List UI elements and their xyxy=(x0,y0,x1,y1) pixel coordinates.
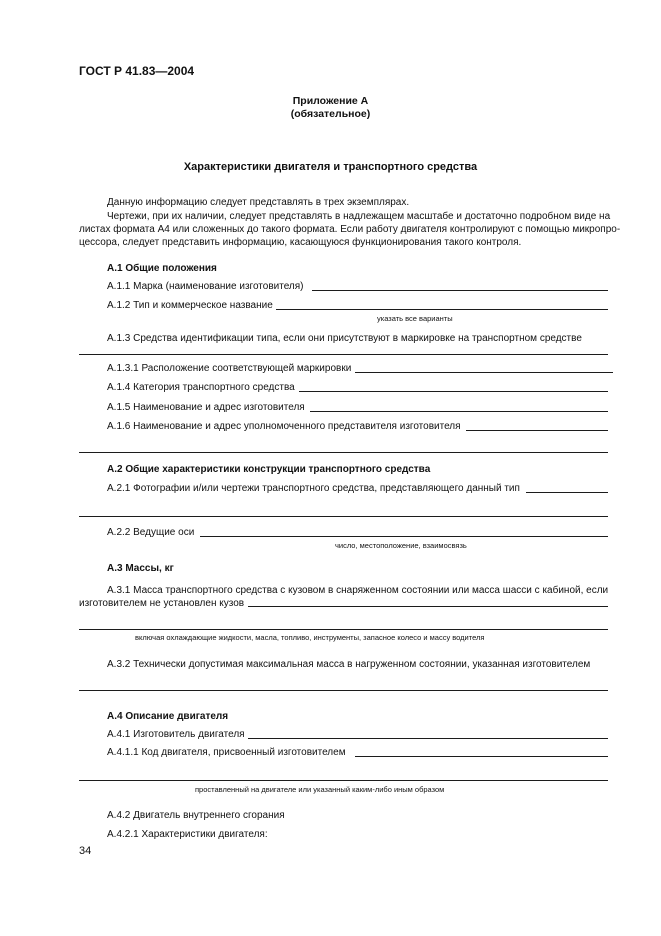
field-a22-note: число, местоположение, взаимосвязь xyxy=(335,541,467,550)
field-a21-label: А.2.1 Фотографии и/или чертежи транспортного средства, представляющего данный тип xyxy=(107,483,520,494)
field-a113-label: А.1.3 Средства идентификации типа, если они присутствуют в маркировке на транспортном средстве xyxy=(107,333,582,344)
field-a32-line[interactable] xyxy=(79,690,608,691)
field-a21-line[interactable] xyxy=(526,492,608,493)
intro-paragraph-1: Данную информацию следует представлять в трех экземплярах. xyxy=(107,197,410,208)
field-a22-label: А.2.2 Ведущие оси xyxy=(107,527,195,538)
field-a113-line[interactable] xyxy=(79,354,608,355)
field-a31-line[interactable] xyxy=(248,606,608,607)
section-a1-heading: А.1 Общие положения xyxy=(107,263,217,274)
field-a31-line-2[interactable] xyxy=(79,629,608,630)
field-a116-line[interactable] xyxy=(466,430,608,431)
main-title: Характеристики двигателя и транспортного средства xyxy=(183,161,478,173)
field-a112-label: А.1.2 Тип и коммерческое название xyxy=(107,300,273,311)
appendix-subtitle: (обязательное) xyxy=(290,108,371,120)
field-a116-line-2[interactable] xyxy=(79,452,608,453)
section-a2-heading: А.2 Общие характеристики конструкции транспортного средства xyxy=(107,464,431,475)
field-a41-label: А.4.1 Изготовитель двигателя xyxy=(107,729,245,740)
field-a411-label: А.4.1.1 Код двигателя, присвоенный изготовителем xyxy=(107,747,346,758)
field-a411-note: проставленный на двигателе или указанный каким-либо иным образом xyxy=(195,785,445,794)
field-a112-line[interactable] xyxy=(276,309,608,310)
field-a1131-label: А.1.3.1 Расположение соответствующей маркировки xyxy=(107,363,352,374)
field-a31-note: включая охлаждающие жидкости, масла, топливо, инструменты, запасное колесо и массу водителя xyxy=(135,633,485,642)
section-a3-heading: А.3 Массы, кг xyxy=(107,563,174,574)
field-a32-label: А.3.2 Технически допустимая максимальная масса в нагруженном состоянии, указанная изготовителем xyxy=(107,659,591,670)
field-a116-label: А.1.6 Наименование и адрес уполномоченного представителя изготовителя xyxy=(107,421,461,432)
field-a115-line[interactable] xyxy=(310,411,608,412)
field-a114-line[interactable] xyxy=(299,391,608,392)
field-a112-note: указать все варианты xyxy=(377,314,453,323)
document-code: ГОСТ Р 41.83—2004 xyxy=(79,64,195,78)
section-a4-heading: А.4 Описание двигателя xyxy=(107,711,229,722)
intro-paragraph-2-line-2: листах формата А4 или сложенных до такого формата. Если работу двигателя контролируют с помощью микропро- xyxy=(79,224,621,235)
field-a42-label: А.4.2 Двигатель внутреннего сгорания xyxy=(107,810,285,821)
field-a111-line[interactable] xyxy=(312,290,608,291)
field-a411-line-2[interactable] xyxy=(79,780,608,781)
intro-paragraph-2-line-3: цессора, следует представить информацию, касающуюся функционирования такого контроля. xyxy=(79,237,522,248)
field-a421-label: А.4.2.1 Характеристики двигателя: xyxy=(107,829,268,840)
field-a22-line[interactable] xyxy=(200,536,608,537)
field-a1131-line[interactable] xyxy=(355,372,613,373)
field-a115-label: А.1.5 Наименование и адрес изготовителя xyxy=(107,402,305,413)
field-a114-label: А.1.4 Категория транспортного средства xyxy=(107,382,295,393)
field-a21-line-2[interactable] xyxy=(79,516,608,517)
intro-paragraph-2-line-1: Чертежи, при их наличии, следует представлять в надлежащем масштабе и достаточно подробном виде на xyxy=(107,211,611,222)
field-a31-label-line-1: А.3.1 Масса транспортного средства с кузовом в снаряженном состоянии или масса шасси с кабиной, если xyxy=(107,585,609,596)
appendix-title: Приложение А xyxy=(292,95,369,107)
field-a411-line[interactable] xyxy=(355,756,608,757)
page-number: 34 xyxy=(79,845,92,857)
field-a31-label-line-2: изготовителем не установлен кузов xyxy=(79,598,245,609)
field-a41-line[interactable] xyxy=(248,738,608,739)
field-a111-label: А.1.1 Марка (наименование изготовителя) xyxy=(107,281,304,292)
